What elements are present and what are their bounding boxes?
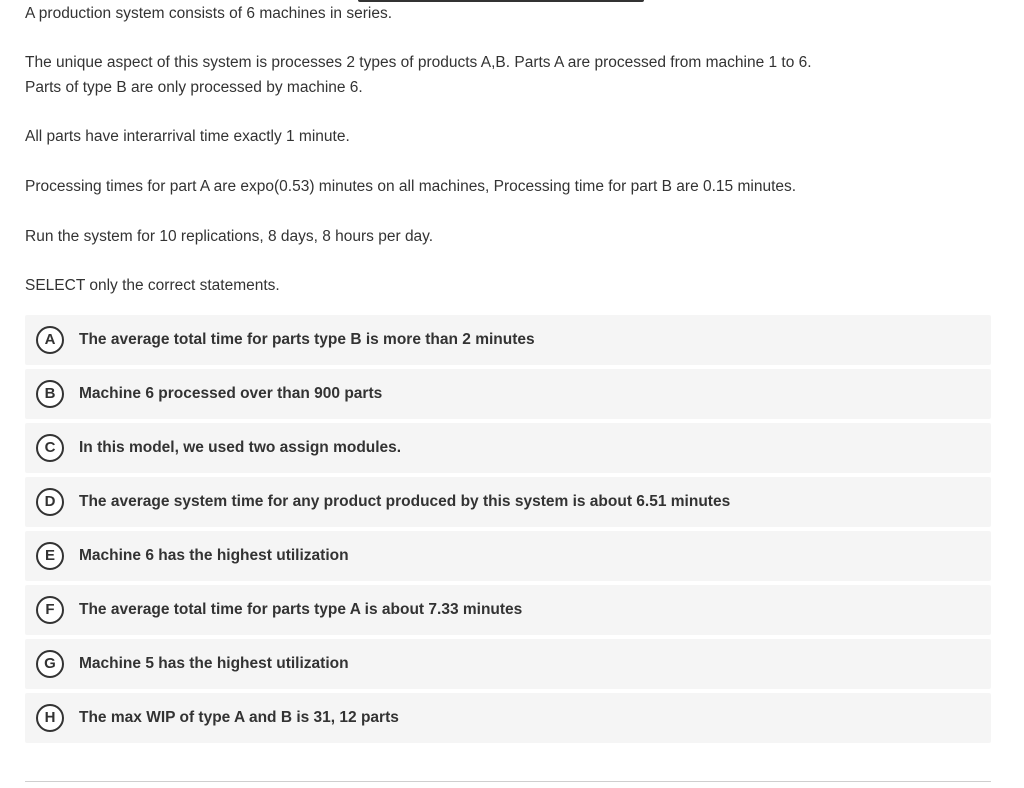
option-text: The max WIP of type A and B is 31, 12 parts (79, 709, 399, 726)
question-line: Processing times for part A are expo(0.53) minutes on all machines, Processing time for part B are 0.15 minutes. (25, 178, 797, 195)
question-line: All parts have interarrival time exactly 1 minute. (25, 128, 350, 145)
option-text: In this model, we used two assign modules. (79, 439, 402, 456)
option-a[interactable] (25, 315, 991, 365)
question-line: Parts of type B are only processed by machine 6. (25, 79, 363, 96)
option-letter-badge: G (36, 650, 64, 678)
option-letter-badge: A (36, 326, 64, 354)
option-c[interactable] (25, 423, 991, 473)
option-f[interactable] (25, 585, 991, 635)
top-bar-fragment (358, 0, 644, 2)
option-text: Machine 6 has the highest utilization (79, 547, 349, 564)
option-letter-badge: E (36, 542, 64, 570)
option-text: Machine 6 processed over than 900 parts (79, 385, 383, 402)
option-text: The average total time for parts type A is about 7.33 minutes (79, 601, 523, 618)
question-line: A production system consists of 6 machines in series. (25, 5, 392, 22)
option-text: The average system time for any product produced by this system is about 6.51 minutes (79, 493, 731, 510)
option-letter-badge: B (36, 380, 64, 408)
option-e[interactable] (25, 531, 991, 581)
option-h[interactable] (25, 693, 991, 743)
question-instruction: SELECT only the correct statements. (25, 277, 280, 294)
answer-options (25, 315, 991, 747)
option-d[interactable] (25, 477, 991, 527)
question-line: Run the system for 10 replications, 8 days, 8 hours per day. (25, 228, 434, 245)
option-g[interactable] (25, 639, 991, 689)
option-letter-badge: F (36, 596, 64, 624)
option-letter-badge: D (36, 488, 64, 516)
option-letter-badge: C (36, 434, 64, 462)
option-text: The average total time for parts type B is more than 2 minutes (79, 331, 535, 348)
bottom-divider (25, 781, 991, 782)
option-text: Machine 5 has the highest utilization (79, 655, 349, 672)
option-b[interactable] (25, 369, 991, 419)
question-line: The unique aspect of this system is processes 2 types of products A,B. Parts A are processed from machine 1 to 6. (25, 54, 812, 71)
option-letter-badge: H (36, 704, 64, 732)
